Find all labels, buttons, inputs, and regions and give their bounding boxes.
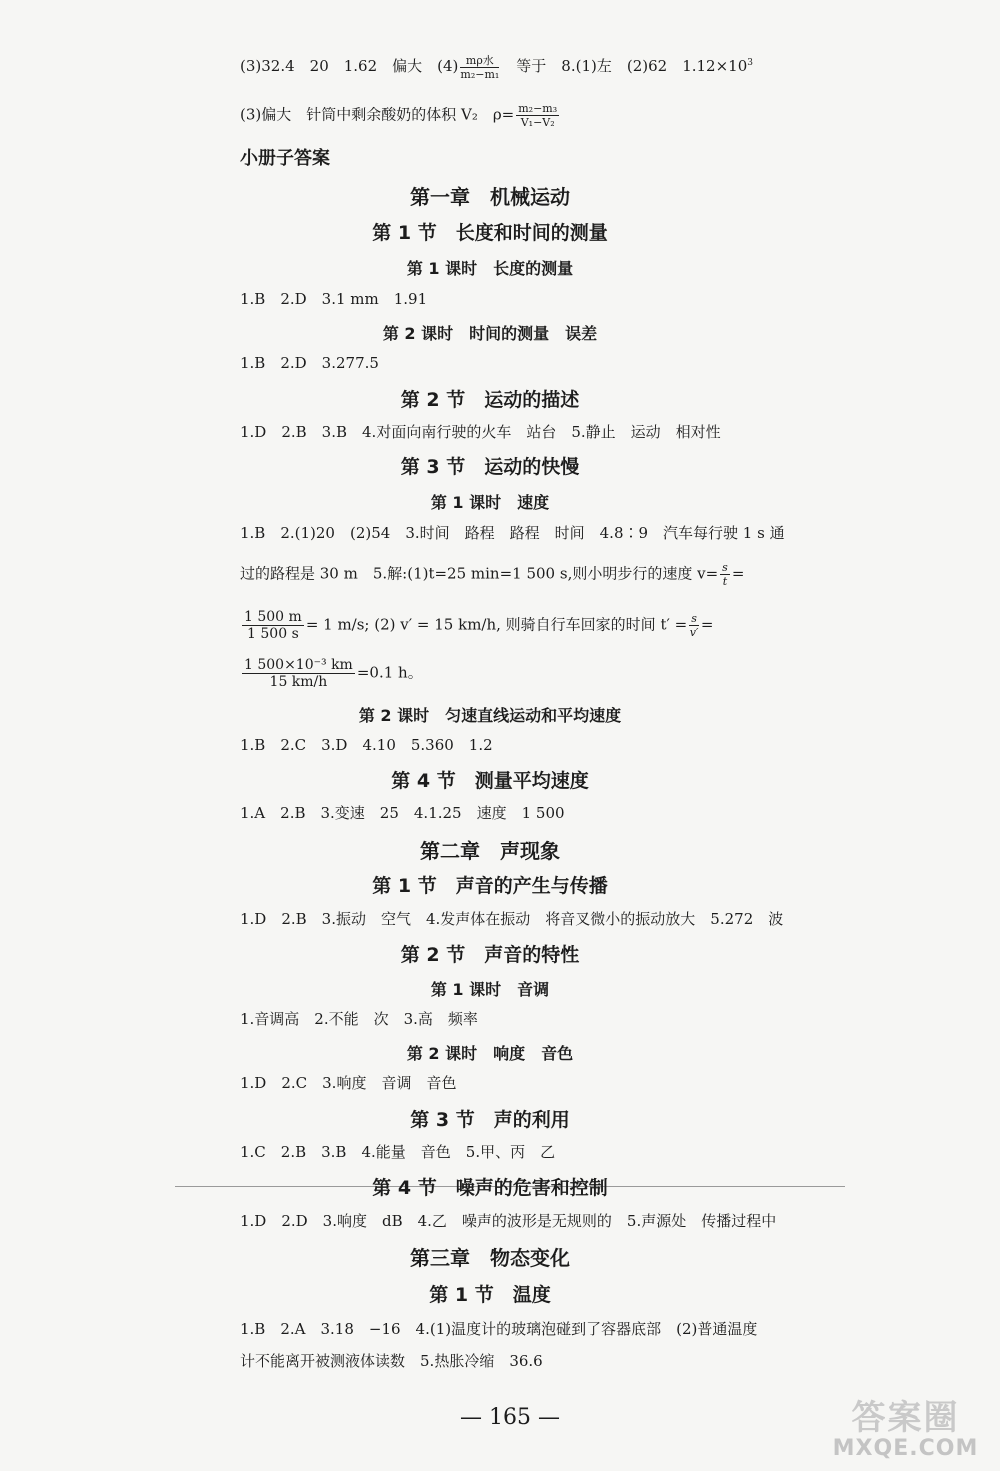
chapter-2-title: 第二章 声现象	[420, 839, 560, 863]
ch1-s3-lesson-2-title: 第 2 课时 匀速直线运动和平均速度	[358, 706, 622, 725]
ch1-section-1-title: 第 1 节 长度和时间的测量	[372, 222, 608, 244]
watermark-domain: MXQE.COM	[832, 1436, 979, 1461]
ch2-s2-lesson-2-answers: 1.D 2.C 3.响度 音调 音色	[240, 1074, 457, 1092]
ch1-s3-lesson-1-answers-1: 1.B 2.(1)20 (2)54 3.时间 路程 路程 时间 4.8∶9 汽车每行驶 1 s 通	[240, 524, 785, 542]
booklet-answers-title: 小册子答案	[240, 148, 330, 169]
fraction: $\frac{s}{t}$	[722, 561, 728, 588]
page-number: — 165 —	[460, 1405, 560, 1430]
ch2-s2-lesson-1-title: 第 1 课时 音调	[430, 980, 550, 999]
ch2-s4-answers: 1.D 2.D 3.响度 dB 4.乙 噪声的波形是无规则的 5.声源处 传播过程中	[240, 1212, 777, 1230]
ch1-s2-answers: 1.D 2.B 3.B 4.对面向南行驶的火车 站台 5.静止 运动 相对性	[240, 423, 721, 441]
fraction: $\frac{\text{mρ水}}{\text{m₂−m₁}}$	[460, 53, 500, 81]
ch1-s3-lesson-2-answers: 1.B 2.C 3.D 4.10 5.360 1.2	[240, 736, 493, 754]
fraction: $\frac{\text{1 500×10⁻³ km}}{15 km/h}$	[244, 657, 353, 690]
ch1-s1-lesson-2-answers: 1.B 2.D 3.277.5	[240, 354, 379, 372]
fraction: $\frac{s}{v'}$	[689, 612, 699, 639]
ch2-section-1-title: 第 1 节 声音的产生与传播	[372, 875, 608, 897]
ch2-s2-lesson-1-answers: 1.音调高 2.不能 次 3.高 频率	[240, 1010, 478, 1028]
ch2-s2-lesson-2-title: 第 2 课时 响度 音色	[406, 1044, 574, 1063]
chapter-3-title: 第三章 物态变化	[410, 1246, 570, 1270]
ch2-section-3-title: 第 3 节 声的利用	[410, 1109, 570, 1131]
top-answer-line-1: (3)32.4 20 1.62 偏大 (4) $\frac{\text{mρ水}}{\text{m₂−m₁}}$ 等于 8.(1)左 (2)62 $1.12\times 10^3$	[240, 53, 753, 81]
ch2-s3-answers: 1.C 2.B 3.B 4.能量 音色 5.甲、丙 乙	[240, 1143, 556, 1161]
ch1-s1-lesson-2-title: 第 2 课时 时间的测量 误差	[382, 324, 598, 343]
ch1-s3-lesson-1-answers-4: $\frac{\text{1 500×10⁻³ km}}{15 km/h}$ =0.1 h。	[244, 657, 423, 690]
ch1-s1-lesson-1-title: 第 1 课时 长度的测量	[406, 259, 574, 278]
top-answer-line-2: (3)偏大 针筒中剩余酸奶的体积 V₂ ρ= $\frac{\text{m₂−m₃}}{\text{V₁−V₂}}$	[240, 102, 558, 129]
watermark-logo	[818, 1390, 998, 1468]
ch2-section-4-title: 第 4 节 噪声的危害和控制	[372, 1177, 608, 1199]
ch1-section-4-title: 第 4 节 测量平均速度	[391, 770, 589, 792]
chapter-1-title: 第一章 机械运动	[410, 185, 570, 209]
fraction: $\frac{\text{m₂−m₃}}{\text{V₁−V₂}}$	[518, 102, 558, 129]
ch3-s1-answers-1: 1.B 2.A 3.18 −16 4.(1)温度计的玻璃泡碰到了容器底部 (2)普通温度	[240, 1320, 758, 1338]
ch1-section-3-title: 第 3 节 运动的快慢	[400, 456, 580, 478]
ch2-s1-answers: 1.D 2.B 3.振动 空气 4.发声体在振动 将音叉微小的振动放大 5.272 波	[240, 910, 784, 928]
ch3-section-1-title: 第 1 节 温度	[429, 1284, 551, 1306]
watermark-text: 答案圈	[851, 1398, 960, 1438]
ch1-s4-answers: 1.A 2.B 3.变速 25 4.1.25 速度 1 500	[240, 804, 565, 822]
ch1-s1-lesson-1-answers: 1.B 2.D 3.1 mm 1.91	[240, 290, 428, 308]
ch1-s3-lesson-1-answers-2: 过的路程是 30 m 5.解:(1)t=25 min=1 500 s,则小明步行的速度 v= $\frac{s}{t}$ =	[240, 561, 745, 588]
fraction: $\frac{1 500 m}{1 500 s}$	[244, 609, 302, 642]
ch2-section-2-title: 第 2 节 声音的特性	[400, 944, 580, 966]
ch3-s1-answers-2: 计不能离开被测液体读数 5.热胀冷缩 36.6	[240, 1352, 543, 1370]
ch1-s3-lesson-1-title: 第 1 课时 速度	[430, 493, 550, 512]
ch1-s3-lesson-1-answers-3: $\frac{1 500 m}{1 500 s}$ = 1 m/s; (2) v′ = 15 km/h, 则骑自行车回家的时间 t′ = $\frac{s}{v'}$ =	[244, 609, 714, 642]
ch1-section-2-title: 第 2 节 运动的描述	[400, 389, 580, 411]
